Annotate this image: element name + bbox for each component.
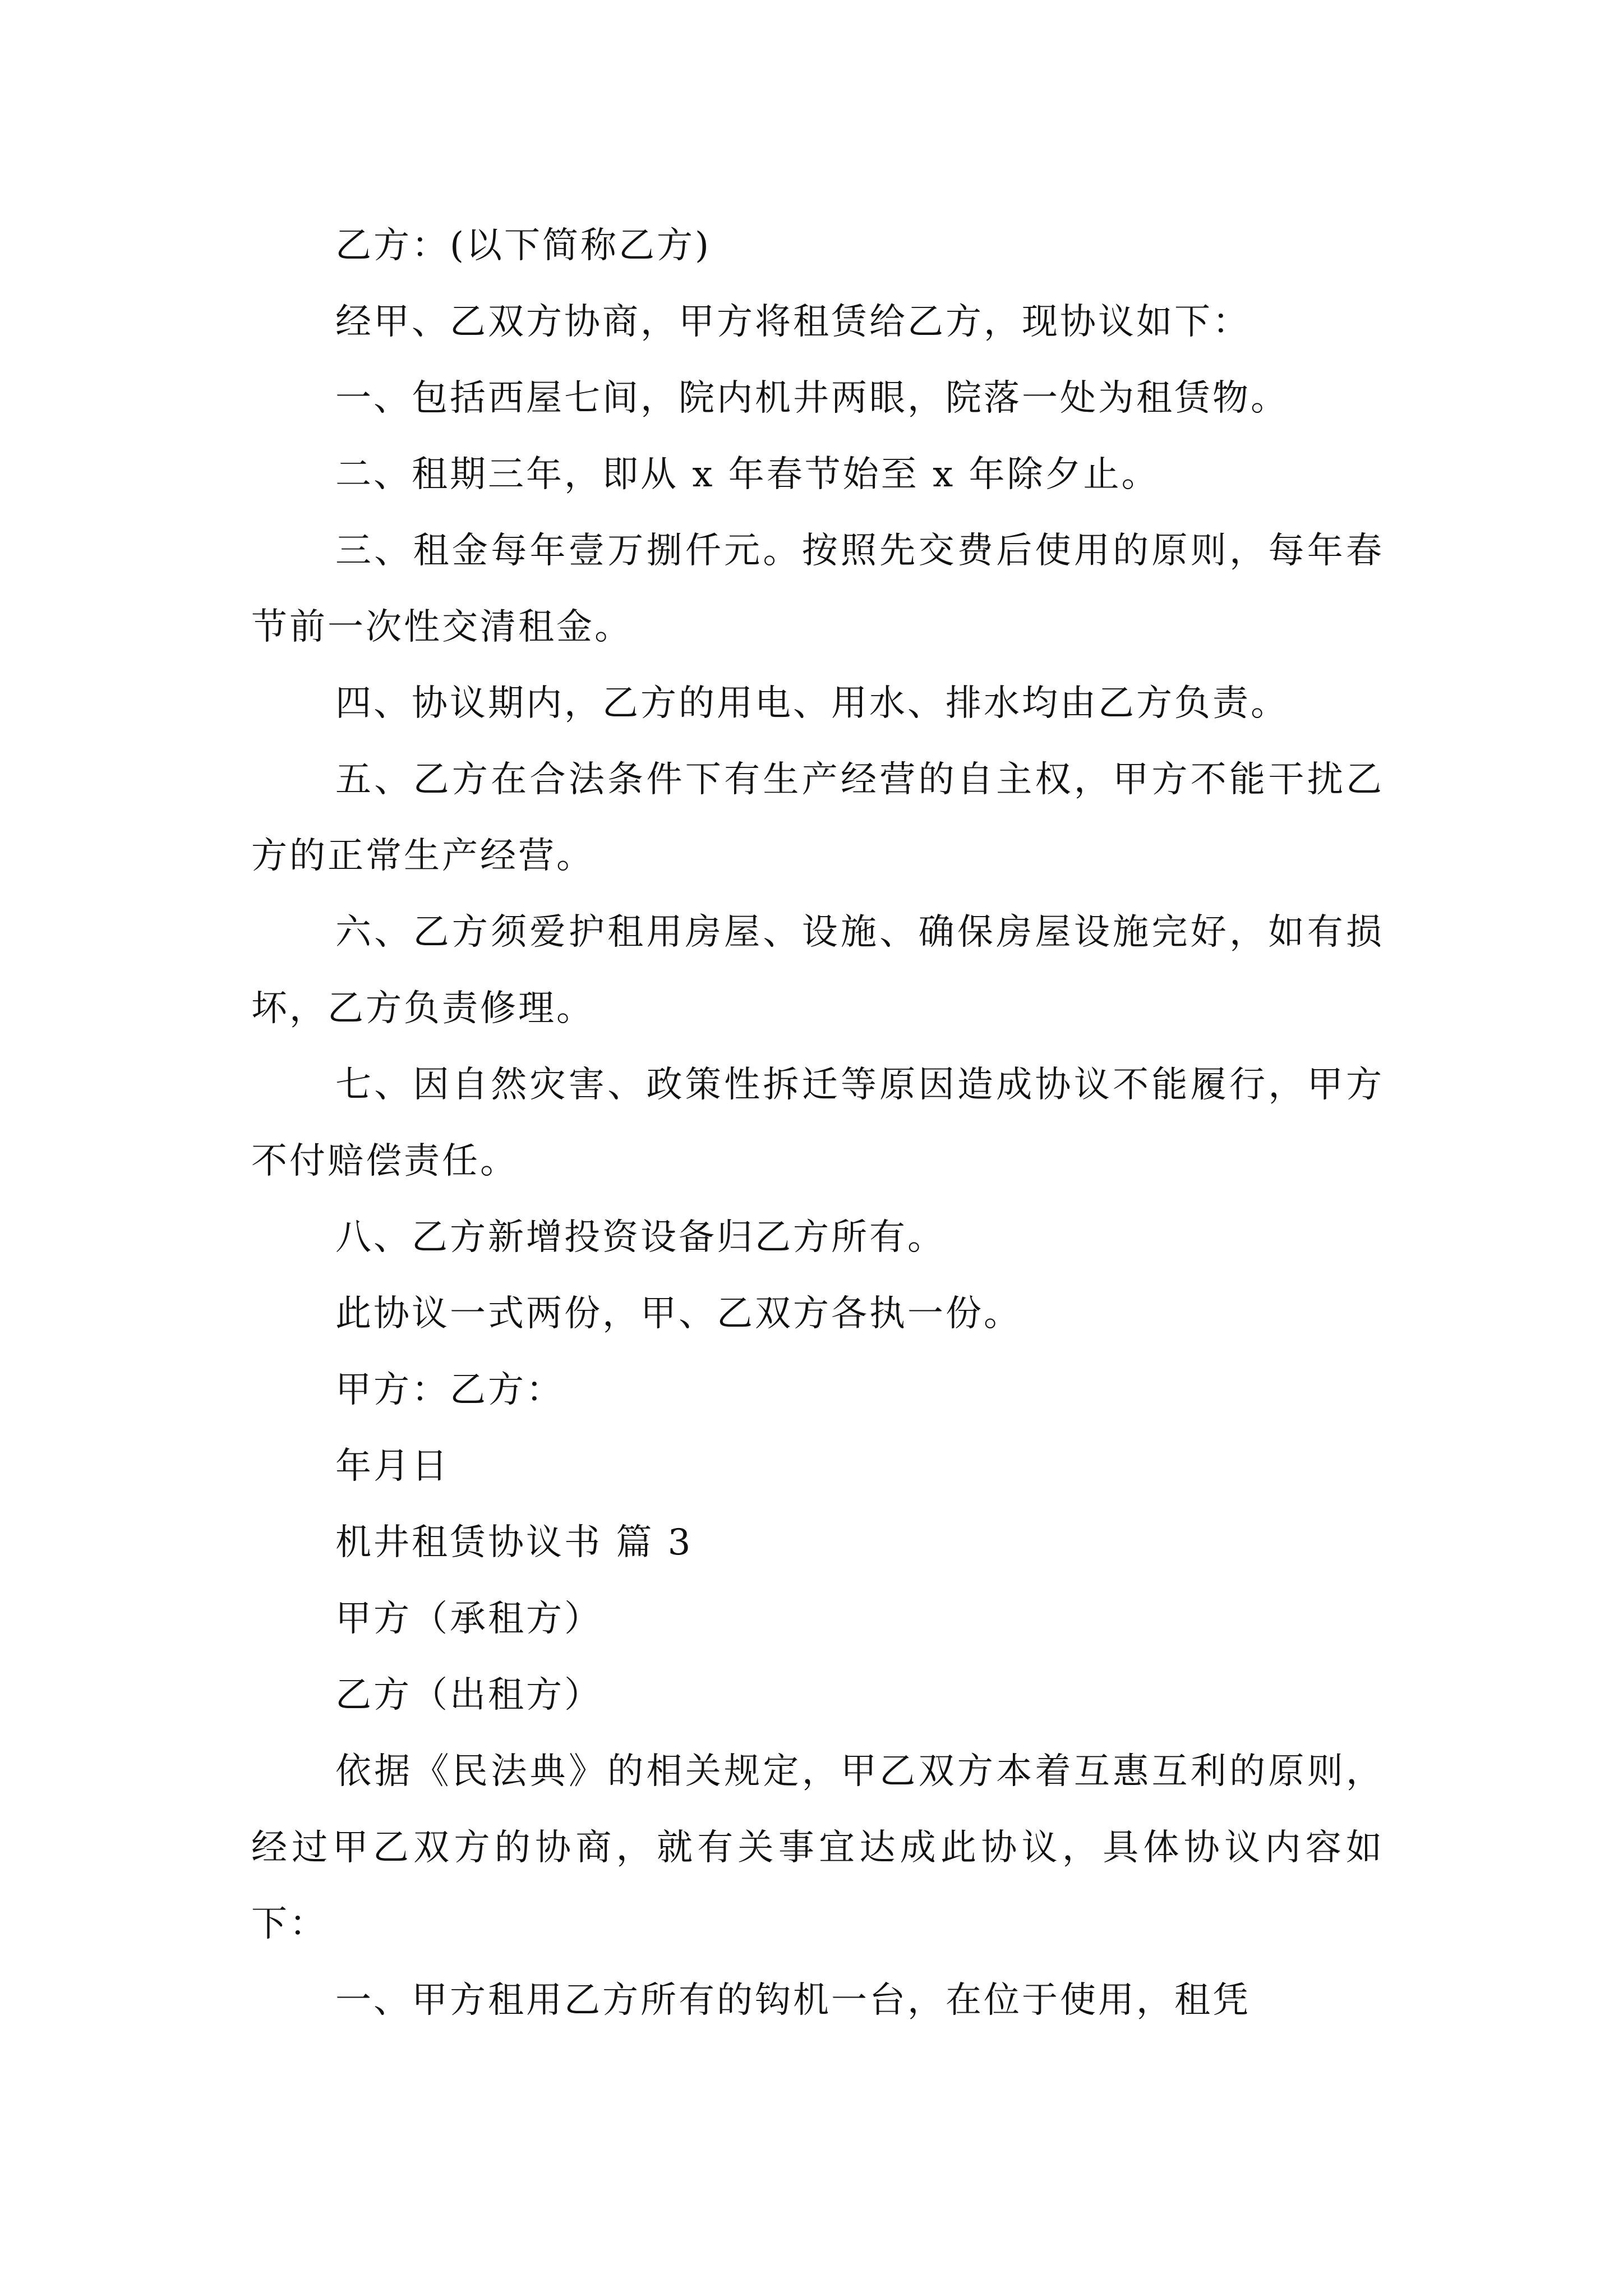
section-title: 机井租赁协议书 篇 3 [335,1522,693,1563]
paragraph-clause-6: 六、乙方须爱护租用房屋、设施、确保房屋设施完好，如有损坏，乙方负责修理。 [251,912,1384,1029]
paragraph-agreement-intro: 经甲、乙双方协商，甲方将租赁给乙方，现协议如下： [335,301,1251,343]
paragraph-clause-4: 四、协议期内，乙方的用电、用水、排水均由乙方负责。 [335,683,1289,724]
document-body [251,208,1384,2039]
paragraph-section3-clause-1: 一、甲方租用乙方所有的钩机一台，在位于使用，租凭 [335,1980,1251,2021]
paragraph-party-b: 乙方：(以下简称乙方) [335,225,711,266]
paragraph-copies: 此协议一式两份，甲、乙双方各执一份。 [335,1293,1022,1335]
paragraph-clause-8: 八、乙方新增投资设备归乙方所有。 [335,1217,946,1258]
paragraph-clause-3: 三、租金每年壹万捌仟元。按照先交费后使用的原则，每年春节前一次性交清租金。 [251,530,1384,648]
paragraph-lessor: 乙方（出租方） [335,1674,602,1716]
paragraph-clause-1: 一、包括西屋七间，院内机井两眼，院落一处为租赁物。 [335,378,1289,419]
paragraph-lessee: 甲方（承租方） [335,1598,602,1640]
paragraph-date: 年月日 [335,1446,450,1487]
paragraph-clause-2: 二、租期三年，即从 x 年春节始至 x 年除夕止。 [335,454,1160,495]
paragraph-clause-7: 七、因自然灾害、政策性拆迁等原因造成协议不能履行，甲方不付赔偿责任。 [251,1064,1384,1182]
paragraph-legal-basis: 依据《民法典》的相关规定，甲乙双方本着互惠互利的原则，经过甲乙双方的协商，就有关事宜达成此协议，具体协议内容如下： [251,1751,1384,1945]
paragraph-signatures: 甲方：乙方： [335,1369,564,1411]
paragraph-clause-5: 五、乙方在合法条件下有生产经营的自主权，甲方不能干扰乙方的正常生产经营。 [251,759,1384,877]
